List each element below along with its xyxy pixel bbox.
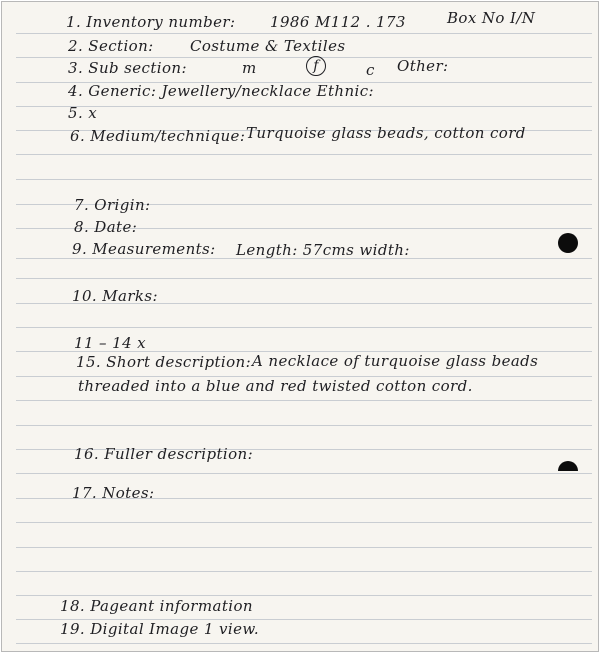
field-short-description-label: 15. Short description: bbox=[76, 353, 252, 371]
field-sub-section-label: 3. Sub section: bbox=[68, 59, 187, 77]
field-pageant-label: 18. Pageant information bbox=[60, 597, 253, 615]
ruled-line bbox=[16, 522, 592, 523]
sub-section-option-f-circled: f bbox=[306, 56, 326, 76]
field-section-value: Costume & Textiles bbox=[190, 37, 346, 55]
box-number-label: Box No I/N bbox=[447, 9, 536, 27]
ruled-line bbox=[16, 179, 592, 180]
ruled-line bbox=[16, 643, 592, 644]
field-notes-label: 17. Notes: bbox=[72, 484, 155, 502]
field-fuller-description-label: 16. Fuller description: bbox=[74, 445, 254, 463]
short-description-line-1: A necklace of turquoise glass beads bbox=[252, 352, 539, 370]
field-5-label: 5. x bbox=[68, 104, 98, 122]
field-measurements-label: 9. Measurements: bbox=[72, 240, 216, 258]
ruled-line bbox=[16, 57, 592, 58]
field-marks-label: 10. Marks: bbox=[72, 287, 158, 305]
sub-section-option-other: Other: bbox=[397, 57, 449, 75]
ruled-line bbox=[16, 425, 592, 426]
field-medium-value: Turquoise glass beads, cotton cord bbox=[246, 124, 526, 142]
ruled-line bbox=[16, 327, 592, 328]
ruled-line bbox=[16, 33, 592, 34]
sub-section-option-c: c bbox=[366, 61, 375, 79]
ruled-line bbox=[16, 278, 592, 279]
punch-hole bbox=[558, 233, 578, 253]
catalogue-card bbox=[1, 1, 599, 652]
field-measurements-value: Length: 57cms width: bbox=[236, 241, 410, 259]
field-generic-label: 4. Generic: Jewellery/necklace Ethnic: bbox=[68, 82, 375, 100]
sub-section-option-m: m bbox=[242, 59, 257, 77]
ruled-line bbox=[16, 106, 592, 107]
field-digital-image-label: 19. Digital Image 1 view. bbox=[60, 620, 260, 638]
ruled-line bbox=[16, 154, 592, 155]
field-medium-label: 6. Medium/technique: bbox=[70, 127, 246, 145]
ruled-line bbox=[16, 547, 592, 548]
ruled-line bbox=[16, 400, 592, 401]
field-origin-label: 7. Origin: bbox=[74, 196, 151, 214]
field-section-label: 2. Section: bbox=[68, 37, 154, 55]
field-11-14-label: 11 – 14 x bbox=[74, 334, 147, 352]
field-date-label: 8. Date: bbox=[74, 218, 138, 236]
ruled-line bbox=[16, 571, 592, 572]
short-description-line-2: threaded into a blue and red twisted cotton cord. bbox=[78, 377, 473, 395]
punch-hole bbox=[558, 461, 578, 481]
inventory-number-value: 1986 M112 . 173 bbox=[270, 13, 406, 31]
ruled-line bbox=[16, 595, 592, 596]
ruled-line bbox=[16, 473, 592, 474]
field-inventory-label: 1. Inventory number: bbox=[66, 13, 236, 31]
